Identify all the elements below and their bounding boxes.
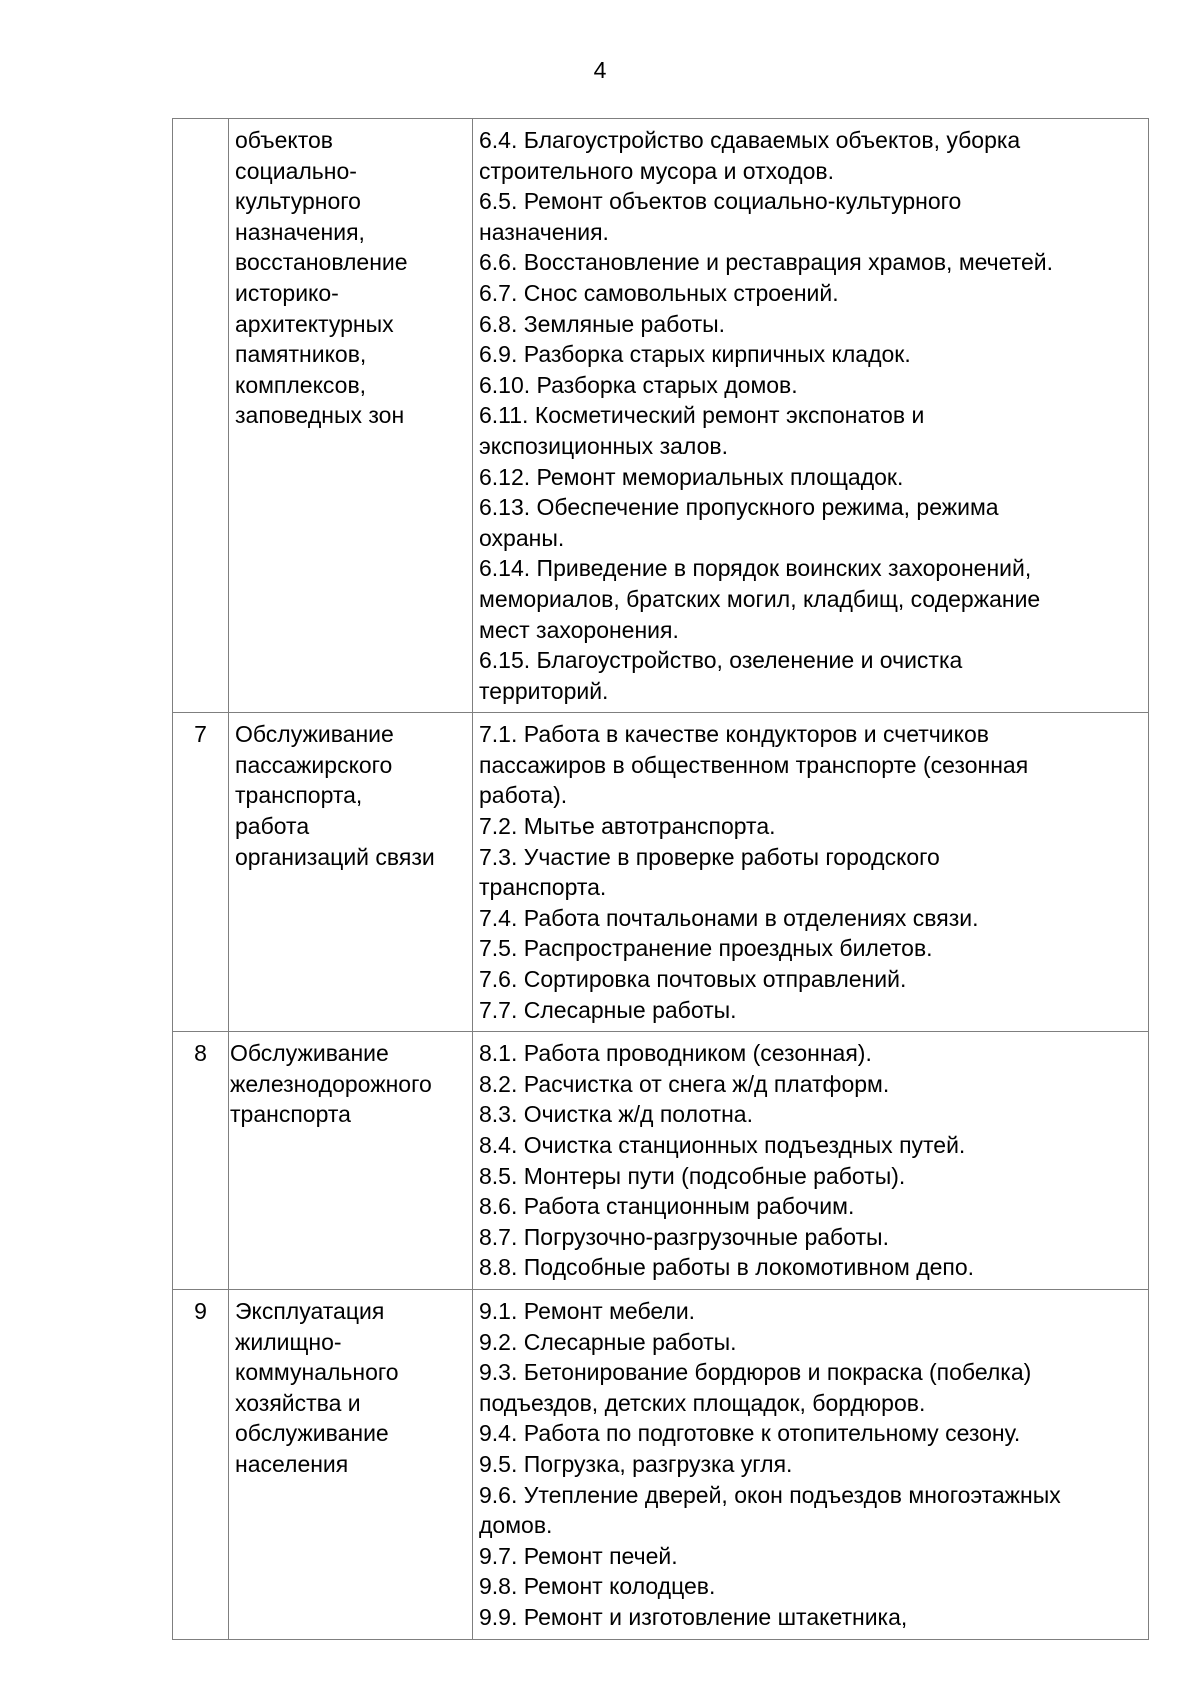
- item-line: 6.14. Приведение в порядок воинских захоронений,: [479, 555, 1032, 582]
- row-number-cell: 9: [173, 1289, 229, 1639]
- category-line: объектов: [235, 127, 333, 153]
- item-line: 9.9. Ремонт и изготовление штакетника,: [479, 1603, 908, 1630]
- item-line: 8.5. Монтеры пути (подсобные работы).: [479, 1162, 906, 1189]
- item-line: 7.1. Работа в качестве кондукторов и счетчиков: [479, 721, 989, 748]
- category-line: культурного: [235, 188, 361, 215]
- category-line: организаций связи: [235, 843, 435, 870]
- item-line: 8.3. Очистка ж/д полотна.: [479, 1101, 753, 1128]
- row-category-cell: [229, 119, 473, 713]
- category-line: пассажирского: [235, 751, 393, 778]
- item-line: 8.4. Очистка станционных подъездных путей.: [479, 1132, 966, 1158]
- item-line: 6.4. Благоустройство сдаваемых объектов, уборка: [479, 127, 1021, 153]
- category-line: памятников,: [235, 341, 367, 368]
- item-line: 9.4. Работа по подготовке к отопительному сезону.: [479, 1420, 1021, 1447]
- category-line: обслуживание: [235, 1420, 389, 1447]
- item-line: 7.2. Мытье автотранспорта.: [479, 813, 776, 840]
- item-line: 9.5. Погрузка, разгрузка угля.: [479, 1450, 793, 1477]
- item-line: мест захоронения.: [479, 616, 679, 643]
- row-number-cell: [173, 119, 229, 713]
- item-line: 9.2. Слесарные работы.: [479, 1328, 737, 1355]
- item-line: 9.6. Утепление дверей, окон подъездов многоэтажных: [479, 1481, 1061, 1508]
- item-line: 7.7. Слесарные работы.: [479, 996, 737, 1023]
- item-line: пассажиров в общественном транспорте (сезонная: [479, 751, 1029, 778]
- category-line: комплексов,: [235, 371, 367, 398]
- category-line: архитектурных: [235, 310, 394, 337]
- row-number-cell: 7: [173, 713, 229, 1032]
- category-line: Обслуживание: [235, 721, 394, 748]
- row-category-cell: [229, 1289, 473, 1639]
- item-line: 6.8. Земляные работы.: [479, 310, 726, 337]
- item-line: подъездов, детских площадок, бордюров.: [479, 1389, 926, 1416]
- table-row: [173, 119, 1149, 713]
- row-items-cell: [473, 1289, 1149, 1639]
- item-line: 6.6. Восстановление и реставрация храмов, мечетей.: [479, 249, 1053, 276]
- category-line: транспорта: [230, 1101, 351, 1128]
- category-line: восстановление: [235, 249, 408, 276]
- table-row: [173, 713, 1149, 1032]
- item-line: 6.13. Обеспечение пропускного режима, режима: [479, 494, 999, 521]
- category-line: работа: [235, 813, 310, 840]
- category-line: транспорта,: [235, 782, 363, 809]
- item-line: территорий.: [479, 677, 609, 704]
- item-line: 8.8. Подсобные работы в локомотивном депо.: [479, 1254, 975, 1281]
- item-line: 9.1. Ремонт мебели.: [479, 1297, 696, 1324]
- row-category-cell: [229, 1032, 473, 1290]
- page-number: 4: [593, 57, 607, 83]
- item-line: 7.4. Работа почтальонами в отделениях связи.: [479, 904, 979, 931]
- item-line: 8.6. Работа станционным рабочим.: [479, 1193, 855, 1220]
- category-line: историко-: [235, 279, 339, 306]
- category-line: Обслуживание: [230, 1040, 389, 1067]
- item-line: 8.2. Расчистка от снега ж/д платформ.: [479, 1070, 890, 1097]
- item-line: 6.12. Ремонт мемориальных площадок.: [479, 463, 904, 490]
- item-line: 6.15. Благоустройство, озеленение и очистка: [479, 647, 963, 674]
- item-line: работа).: [479, 782, 568, 809]
- row-items-cell: [473, 713, 1149, 1032]
- category-line: жилищно-: [235, 1328, 342, 1355]
- row-category-cell: [229, 713, 473, 1032]
- item-line: назначения.: [479, 218, 609, 245]
- item-line: 9.7. Ремонт печей.: [479, 1542, 678, 1569]
- item-line: 6.7. Снос самовольных строений.: [479, 279, 839, 306]
- category-line: населения: [235, 1450, 349, 1477]
- row-number-cell: 8: [173, 1032, 229, 1290]
- item-line: транспорта.: [479, 874, 607, 901]
- item-line: экспозиционных залов.: [479, 432, 728, 459]
- item-line: охраны.: [479, 524, 565, 551]
- item-line: 6.9. Разборка старых кирпичных кладок.: [479, 341, 911, 368]
- category-line: заповедных зон: [235, 402, 405, 429]
- item-line: 6.11. Косметический ремонт экспонатов и: [479, 402, 925, 429]
- category-line: Эксплуатация: [235, 1297, 385, 1324]
- table-row: [173, 1032, 1149, 1290]
- row-items-cell: [473, 119, 1149, 713]
- item-line: 7.3. Участие в проверке работы городского: [479, 843, 940, 870]
- item-line: строительного мусора и отходов.: [479, 157, 834, 184]
- item-line: 9.8. Ремонт колодцев.: [479, 1573, 716, 1600]
- item-line: 6.5. Ремонт объектов социально-культурного: [479, 188, 962, 215]
- work-types-table: [172, 118, 1149, 1640]
- category-line: железнодорожного: [230, 1070, 432, 1097]
- row-items-cell: [473, 1032, 1149, 1290]
- item-line: 7.5. Распространение проездных билетов.: [479, 935, 933, 962]
- table-row: [173, 1289, 1149, 1639]
- item-line: мемориалов, братских могил, кладбищ, содержание: [479, 585, 1041, 612]
- item-line: 9.3. Бетонирование бордюров и покраска (побелка): [479, 1359, 1032, 1386]
- item-line: 8.1. Работа проводником (сезонная).: [479, 1040, 872, 1067]
- category-line: назначения,: [235, 218, 365, 245]
- item-line: 8.7. Погрузочно-разгрузочные работы.: [479, 1223, 889, 1250]
- category-line: социально-: [235, 157, 357, 184]
- item-line: 7.6. Сортировка почтовых отправлений.: [479, 966, 907, 993]
- item-line: домов.: [479, 1512, 553, 1539]
- category-line: хозяйства и: [235, 1389, 361, 1416]
- category-line: коммунального: [235, 1359, 399, 1386]
- item-line: 6.10. Разборка старых домов.: [479, 371, 798, 398]
